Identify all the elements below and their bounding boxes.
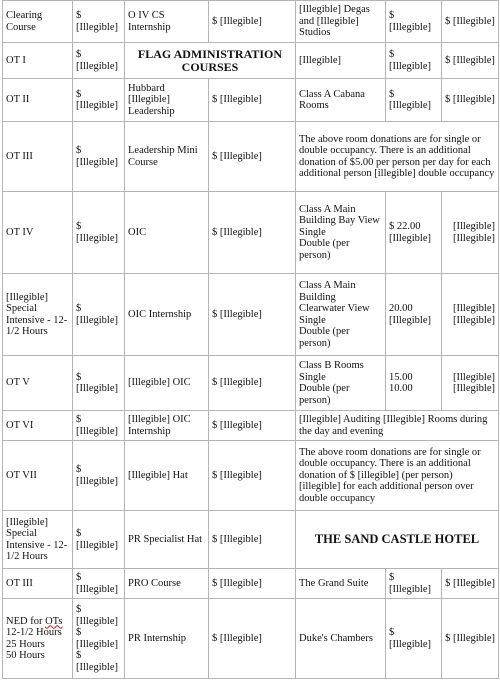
table-row <box>3 79 499 122</box>
course-price: $ [Illegible] <box>73 569 125 599</box>
course-name: [Illegible] Special Intensive - 12-1/2 Hours <box>3 274 73 356</box>
room-price: $ [Illegible] <box>442 79 499 122</box>
table-row <box>3 569 499 599</box>
course-price: $ [Illegible] <box>209 411 296 441</box>
course-price: $ [Illegible] <box>209 356 296 411</box>
course-name <box>3 599 73 679</box>
price-list-page <box>2 0 498 691</box>
table-row <box>3 1 499 43</box>
course-name: [Illegible] OIC <box>125 356 209 411</box>
course-price: $ [Illegible] <box>209 122 296 192</box>
course-name: [Illegible] Hat <box>125 441 209 511</box>
room-price: $ [Illegible] <box>442 43 499 79</box>
course-name: [Illegible] OIC Internship <box>125 411 209 441</box>
table-row <box>3 192 499 274</box>
course-price: $ [Illegible] <box>73 274 125 356</box>
course-name: OT V <box>3 356 73 411</box>
room-note: The above room donations are for single or double occupancy. There is an additional donation of $5.00 per person per day for each additional person [illegible] double occupancy <box>296 122 499 192</box>
room-type: [Illegible] Degas and [Illegible] Studios <box>296 1 386 43</box>
course-name: OT II <box>3 79 73 122</box>
hotel-heading: THE SAND CASTLE HOTEL <box>296 511 499 569</box>
course-price: $ [Illegible] <box>209 569 296 599</box>
room-price: $ [Illegible] <box>386 79 442 122</box>
course-name: OT VI <box>3 411 73 441</box>
table-row <box>3 122 499 192</box>
price-table <box>2 0 499 679</box>
course-name: [Illegible] Special Intensive - 12-1/2 Hours <box>3 511 73 569</box>
table-row <box>3 274 499 356</box>
room-type: Class A Main Building Clearwater View Single Double (per person) <box>296 274 386 356</box>
room-type: Class A Main Building Bay View Single Double (per person) <box>296 192 386 274</box>
room-price: $ [Illegible] <box>442 569 499 599</box>
course-name: OIC <box>125 192 209 274</box>
course-price: $ [Illegible] <box>73 1 125 43</box>
course-name: PR Internship <box>125 599 209 679</box>
course-hours: 12-1/2 Hours 25 Hours 50 Hours <box>6 627 62 661</box>
table-row <box>3 43 499 79</box>
table-row <box>3 411 499 441</box>
course-price: $ [Illegible] <box>73 441 125 511</box>
table-row <box>3 599 499 679</box>
course-price: $ [Illegible] <box>73 79 125 122</box>
course-name: Hubbard [Illegible] Leadership <box>125 79 209 122</box>
course-price: $ [Illegible] <box>209 79 296 122</box>
course-price: $ [Illegible] <box>209 274 296 356</box>
spellcheck-word: OTs <box>45 615 63 627</box>
room-price: [Illegible] [Illegible] <box>442 356 499 411</box>
course-price: $ [Illegible] <box>209 1 296 43</box>
course-name: OT VII <box>3 441 73 511</box>
room-price: $ [Illegible] <box>386 599 442 679</box>
course-price: $ [Illegible] <box>209 192 296 274</box>
room-type: [Illegible] <box>296 43 386 79</box>
room-type: The Grand Suite <box>296 569 386 599</box>
room-price: 20.00 [Illegible] <box>386 274 442 356</box>
course-name: OIC Internship <box>125 274 209 356</box>
room-price: $ 22.00 [Illegible] <box>386 192 442 274</box>
table-row <box>3 511 499 569</box>
course-name: OT I <box>3 43 73 79</box>
course-price: $ [Illegible] <box>73 43 125 79</box>
course-price: $ [Illegible] $ [Illegible] $ [Illegible] <box>73 599 125 679</box>
course-price: $ [Illegible] <box>209 599 296 679</box>
room-price: [Illegible] [Illegible] <box>442 274 499 356</box>
course-price: $ [Illegible] <box>209 441 296 511</box>
room-note: The above room donations are for single or double occupancy. There is an additional donation of $ [illegible] (per person) [illegible] for each additional person over double occupancy <box>296 441 499 511</box>
course-price: $ [Illegible] <box>209 511 296 569</box>
section-heading: FLAG ADMINISTRATION COURSES <box>125 43 296 79</box>
course-price: $ [Illegible] <box>73 192 125 274</box>
course-price: $ [Illegible] <box>73 356 125 411</box>
table-row <box>3 356 499 411</box>
course-name: OT III <box>3 569 73 599</box>
room-price: 15.00 10.00 <box>386 356 442 411</box>
room-price: $ [Illegible] <box>386 569 442 599</box>
course-name: Leadership Mini Course <box>125 122 209 192</box>
course-price: $ [Illegible] <box>73 411 125 441</box>
room-price: [Illegible] [Illegible] <box>442 192 499 274</box>
course-price: $ [Illegible] <box>73 511 125 569</box>
course-name: PR Specialist Hat <box>125 511 209 569</box>
course-name: PRO Course <box>125 569 209 599</box>
table-row <box>3 441 499 511</box>
course-name-part: NED for <box>6 615 43 627</box>
course-name: OT III <box>3 122 73 192</box>
course-name: Clearing Course <box>3 1 73 43</box>
room-price: $ [Illegible] <box>386 43 442 79</box>
course-price: $ [Illegible] <box>73 122 125 192</box>
room-price: $ [Illegible] <box>386 1 442 43</box>
room-note: [Illegible] Auditing [Illegible] Rooms during the day and evening <box>296 411 499 441</box>
room-price: $ [Illegible] <box>442 1 499 43</box>
room-type: Class A Cabana Rooms <box>296 79 386 122</box>
room-type: Duke's Chambers <box>296 599 386 679</box>
room-price: $ [Illegible] <box>442 599 499 679</box>
room-type: Class B Rooms Single Double (per person) <box>296 356 386 411</box>
course-name: O IV CS Internship <box>125 1 209 43</box>
course-name: OT IV <box>3 192 73 274</box>
